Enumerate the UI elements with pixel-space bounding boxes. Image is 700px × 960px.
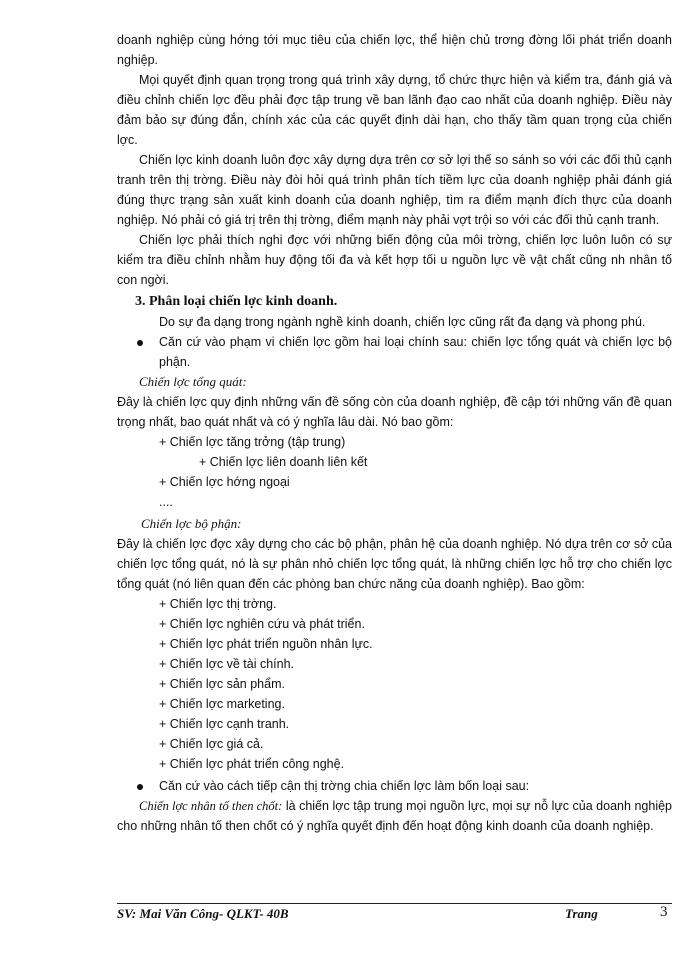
general-item: + Chiến lợc hớng ngoại	[159, 475, 290, 489]
bullet-market-approach	[135, 776, 672, 796]
partial-item: + Chiến lợc về tài chính.	[159, 657, 295, 671]
paragraph-adaptation: Chiến lợc phải thích nghi đợc với những biến động của môi trờng, chiến lợc luôn luôn có sự kiểm tra điều chỉnh nhằm huy động tối đa và kết hợp tối u nguồn lực về vật chất cũng nh nhân tố con ngời.	[117, 233, 672, 287]
intro-line: Do sự đa dạng trong ngành nghề kinh doanh, chiến lợc cũng rất đa dạng và phong phú.	[159, 315, 646, 329]
bullet-icon	[137, 340, 143, 346]
document-page	[117, 30, 672, 836]
bullet-icon	[137, 784, 143, 790]
partial-item: + Chiến lợc giá cả.	[159, 737, 264, 751]
key-factor-text: là chiến lợc tập trung mọi nguồn lực, mọi sự nỗ lực của doanh nghiệp cho những nhân tố then chốt có ý nghĩa quyết định đến hoạt động kinh doanh của doanh nghiệp.	[117, 799, 672, 833]
partial-item: + Chiến lợc phát triển công nghệ.	[159, 757, 345, 771]
partial-strategy-body: Đây là chiến lợc đợc xây dựng cho các bộ phận, phân hệ của doanh nghiệp. Nó dựa trên cơ sở của chiến lợc tổng quát, nó là sự phân nhỏ chiến lợc tổng quát, là những chiến lợc hỗ trợ cho chiến lợc tổng quát (nó liên quan đến các phòng ban chức năng của doanh nghiệp). Bao gồm:	[117, 537, 672, 591]
bullet-scope	[135, 332, 672, 372]
partial-strategy-heading: Chiến lợc bộ phận:	[141, 516, 242, 531]
footer-page-number: 3	[660, 904, 668, 920]
partial-item: + Chiến lợc cạnh tranh.	[159, 717, 290, 731]
partial-item: + Chiến lợc thị trờng.	[159, 597, 277, 611]
partial-item: + Chiến lợc nghiên cứu và phát triển.	[159, 617, 365, 631]
general-strategy-heading: Chiến lợc tổng quát:	[139, 374, 247, 389]
general-item: + Chiến lợc tăng trởng (tập trung)	[159, 435, 346, 449]
section-heading: 3. Phân loại chiến lợc kinh doanh.	[135, 294, 338, 309]
key-factor-lead: Chiến lợc nhân tố then chốt:	[139, 799, 283, 813]
partial-item: + Chiến lợc phát triển nguồn nhân lực.	[159, 637, 373, 651]
bullet-scope-text: Căn cứ vào phạm vi chiến lợc gồm hai loại chính sau: chiến lợc tổng quát và chiến lợc bộ phận.	[159, 335, 672, 369]
bullet-market-approach-text: Căn cứ vào cách tiếp cận thị trờng chia chiến lợc làm bốn loại sau:	[159, 779, 530, 793]
partial-item: + Chiến lợc sản phẩm.	[159, 677, 285, 691]
general-strategy-body: Đây là chiến lợc quy định những vấn đề sống còn của doanh nghiệp, đề cập tới những vấn đề quan trọng nhất, bao quát nhất và có ý nghĩa lâu dài. Nó bao gồm:	[117, 395, 672, 429]
footer-divider	[117, 903, 672, 904]
key-factor-paragraph	[117, 796, 672, 836]
footer-page-label: Trang	[565, 906, 598, 921]
paragraph-continuation: doanh nghiệp cùng hớng tới mục tiêu của chiến lợc, thể hiện chủ trơng đờng lối phát triển doanh nghiệp.	[117, 33, 672, 67]
paragraph-decision-making: Mọi quyết định quan trọng trong quá trình xây dựng, tổ chức thực hiện và kiểm tra, đánh giá và điều chỉnh chiến lợc đều phải đợc tập trung về ban lãnh đạo cao nhất của doanh nghiệp. Điều này đảm bảo sự đúng đắn, chính xác của các quyết định dài hạn, cho thấy tầm quan trọng của chiến lợc.	[117, 73, 672, 147]
paragraph-competitive-advantage: Chiến lợc kinh doanh luôn đợc xây dựng dựa trên cơ sở lợi thế so sánh so với các đối thủ cạnh tranh trên thị trờng. Điều này đòi hỏi quá trình phân tích tiềm lực của doanh nghiệp phải đánh giá đúng thực trạng sản xuất kinh doanh của doanh nghiệp, tìm ra điểm mạnh đích thực của doanh nghiệp. Nó phải có giá trị trên thị trờng, điểm mạnh này phải vợt trội so với các đối thủ cạnh tranh.	[117, 153, 672, 227]
general-item-ellipsis: ....	[159, 495, 173, 509]
footer-author: SV: Mai Văn Công- QLKT- 40B	[117, 906, 289, 921]
general-item: + Chiến lợc liên doanh liên kết	[199, 455, 368, 469]
partial-item: + Chiến lợc marketing.	[159, 697, 285, 711]
